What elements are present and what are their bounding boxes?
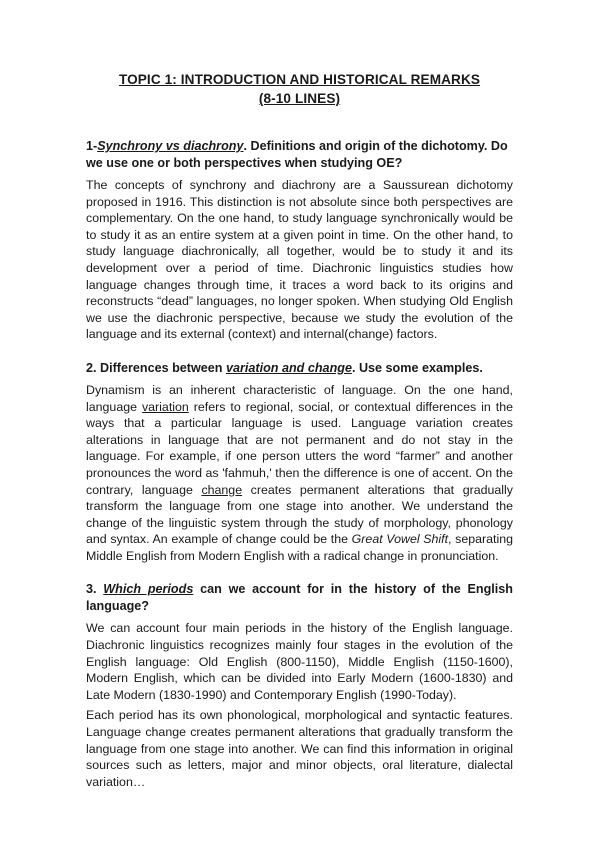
title-line-2: (8-10 LINES) [258,91,341,106]
question-3-heading [86,581,513,615]
answer-1-paragraph: The concepts of synchrony and diachrony are a Saussurean dichotomy proposed in 1916. This distinction is not absolute since both perspectives are complementary. On the one hand, to study language synchronically would be to study it as an entire system at a given point in time. On the other hand, to study language diachronically, all together, would be to study it and its development over a period of time. Diachronic linguistics studies how language changes through time, it traces a word back to its origins and reconstructs “dead” languages, no longer spoken. When studying Old English we use the diachronic perspective, because we study the evolution of the language and its external (context) and internal(change) factors. [86,178,513,342]
term-great-vowel-shift: Great Vowel Shift [351,532,449,547]
question-3-prefix: 3. [86,582,104,597]
answer-3-paragraph-1: We can account four main periods in the history of the English language. Diachronic linguistics recognizes mainly four stages in the evolution of the English language: Old English (800-1150), Middle English (1150-1600), Modern English, which can be divided into Early Modern (1600-1830) and Late Modern (1830-1990) and Contemporary English (1990-Today). [86,621,513,702]
question-3-rest: can we account for in the history of the English language? [86,582,513,614]
question-1-rest: . Definitions and origin of the dichotomy. Do we use one or both perspectives when studying OE? [86,139,508,170]
answer-3-paragraph-2: Each period has its own phonological, morphological and syntactic features. Language change creates permanent alterations that gradually transform the language from one stage into another. We can find this information in original sources such as letters, major and minor objects, oral literature, dialectal variation… [86,708,513,789]
question-1-prefix: 1- [86,139,98,153]
answer-2-text-4: , separating Middle English from Modern English with a radical change in pronunciation. [86,532,513,563]
title-line-1: TOPIC 1: INTRODUCTION AND HISTORICAL REMARKS [118,72,481,87]
question-2-rest: . Use some examples. [351,360,483,375]
answer-2-text-1: Dynamism is an inherent characteristic of language. On the one hand, language [86,382,513,414]
question-1-emphasis: Synchrony vs diachrony [97,139,244,153]
question-1-heading [86,138,513,172]
term-change: change [201,482,243,497]
answer-2-text-2: refers to regional, social, or contextual differences in the ways that a particular language is used. Language variation creates alterations in language that are not permanent and do not stay in the language. For example, if one person utters the word “farmer” and another pronounces the word as 'fahmuh,' then the difference is one of accent. On the contrary, language [86,399,513,497]
document-title [86,70,513,108]
question-2-emphasis: variation and change [225,360,352,375]
question-3-emphasis: Which periods [103,582,194,597]
answer-2-text-3: creates permanent alterations that gradually transform the language from one stage into another. We understand the change of the linguistic system through the study of morphology, phonology and syntax. An example of change could be the [86,482,513,547]
question-2-heading [86,360,513,377]
document-page [86,0,513,790]
question-2-prefix: 2. Differences between [86,360,226,375]
answer-2-paragraph [86,382,513,565]
term-variation: variation [141,399,189,414]
